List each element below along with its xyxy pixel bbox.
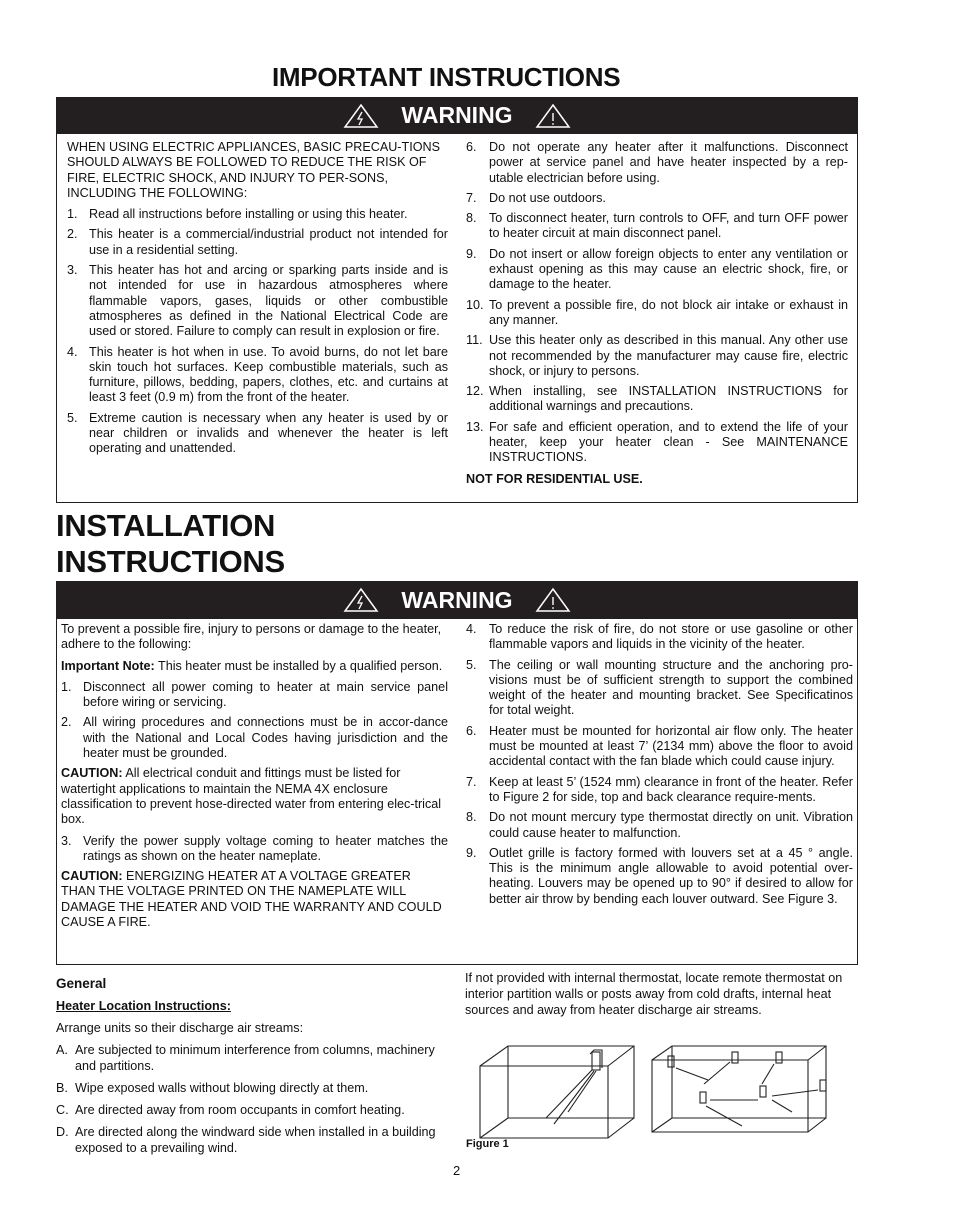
list-item-number: 1. bbox=[67, 207, 78, 222]
list-item bbox=[466, 333, 848, 379]
important-left-list bbox=[67, 207, 448, 456]
list-item bbox=[466, 775, 853, 806]
caution-label: CAUTION: bbox=[61, 766, 123, 781]
list-item-text: To reduce the risk of fire, do not store or use gasoline or other flammable vapors and liquids in the vicinity of the heater. bbox=[489, 622, 853, 652]
heater-icon bbox=[776, 1052, 782, 1063]
heater-icon bbox=[700, 1092, 706, 1103]
installation-right-list bbox=[466, 622, 853, 907]
important-note-text: This heater must be installed by a qualified person. bbox=[154, 658, 443, 673]
caution-label: CAUTION: bbox=[61, 869, 123, 884]
list-item-text: This heater has hot and arcing or sparking parts inside and is not intended for use in hazardous atmospheres where flammable vapors, gases, liquids or other combustible atmospheres as defined in the National Electrical Code are used or stored. Failure to comply can result in explosion or fire. bbox=[89, 263, 448, 339]
list-item-text: Outlet grille is factory formed with louvers set at a 45 ° angle. This is the minimum angle allowable to avoid potential over-heating. Louvers may be opened up to 90° if desired to allow for better air throw by bending each louver outward. See Figure 3. bbox=[489, 845, 853, 906]
list-item bbox=[466, 140, 848, 186]
list-item-text: To prevent a possible fire, do not block air intake or exhaust in any manner. bbox=[489, 297, 848, 327]
installation-heading-line1: INSTALLATION bbox=[56, 508, 276, 543]
list-item-text: This heater is hot when in use. To avoid burns, do not let bare skin touch hot surfaces. Keep combustible materials, such as furniture, pillows, bedding, papers, clothes, etc. and curtains at least 3 feet (0.9 m) from the front of the heater. bbox=[89, 344, 448, 405]
list-item bbox=[466, 420, 848, 466]
list-item bbox=[466, 810, 853, 841]
warning-label: WARNING bbox=[401, 586, 513, 613]
figure-1-drawing bbox=[472, 1040, 840, 1140]
list-item-text: To disconnect heater, turn controls to OFF, and turn OFF power to heater circuit at main disconnect panel. bbox=[489, 211, 848, 241]
room-box-left bbox=[480, 1046, 634, 1138]
shock-warning-icon bbox=[343, 587, 379, 613]
list-item-text: Disconnect all power coming to heater at main service panel before wiring or servicing. bbox=[83, 679, 448, 710]
caution-text: All electrical conduit and fittings must be listed for watertight applications to maintain the NEMA 4X enclosure classification to prevent hose-directed water from entering elec-trical box. bbox=[61, 766, 442, 827]
general-heading: General bbox=[56, 976, 107, 991]
heater-icon bbox=[732, 1052, 738, 1063]
list-item bbox=[67, 345, 448, 406]
list-item-text: Extreme caution is necessary when any heater is used by or near children or invalids and whenever the heater is left operating and unattended. bbox=[89, 410, 448, 456]
list-item-number: 12. bbox=[466, 384, 484, 399]
list-item bbox=[67, 263, 448, 339]
list-item-text: Do not insert or allow foreign objects to enter any ventilation or exhaust opening as this may cause an electric shock, fire, or damage to the heater. bbox=[489, 246, 848, 292]
list-item bbox=[61, 680, 448, 711]
list-item bbox=[56, 1080, 441, 1096]
not-residential-note: NOT FOR RESIDENTIAL USE. bbox=[466, 471, 643, 486]
list-item-number: 10. bbox=[466, 297, 484, 312]
list-item-text: Do not use outdoors. bbox=[489, 190, 606, 205]
list-item-number: 3. bbox=[67, 263, 78, 278]
heater-location-subheading: Heater Location Instructions: bbox=[56, 999, 231, 1013]
room-box-right bbox=[652, 1046, 826, 1132]
general-section bbox=[56, 976, 441, 1162]
installation-intro: To prevent a possible fire, injury to persons or damage to the heater, adhere to the following: bbox=[61, 622, 442, 652]
list-item-number: 11. bbox=[466, 333, 483, 348]
list-item bbox=[67, 411, 448, 457]
list-item-number: 8. bbox=[466, 810, 477, 825]
list-item-number: C. bbox=[56, 1103, 69, 1117]
list-item-number: B. bbox=[56, 1081, 68, 1095]
list-item-text: Do not operate any heater after it malfunctions. Disconnect power at service panel and have heater inspected by a rep-utable electrician before using. bbox=[489, 140, 848, 185]
list-item bbox=[466, 622, 853, 653]
caution-warning-icon bbox=[535, 103, 571, 129]
list-item-number: D. bbox=[56, 1125, 69, 1139]
list-item bbox=[56, 1042, 441, 1074]
important-right-column bbox=[466, 140, 848, 493]
list-item bbox=[466, 191, 848, 206]
shock-warning-icon bbox=[343, 103, 379, 129]
list-item-number: 6. bbox=[466, 723, 477, 738]
warning-banner bbox=[56, 97, 858, 134]
list-item-text: Use this heater only as described in this manual. Any other use not recommended by the manufacturer may cause fire, electric shock, or injury to persons. bbox=[489, 333, 848, 378]
list-item bbox=[466, 247, 848, 293]
page-number: 2 bbox=[453, 1163, 461, 1178]
list-item-number: 9. bbox=[466, 246, 477, 261]
list-item-text: Wipe exposed walls without blowing directly at them. bbox=[75, 1081, 369, 1095]
important-note-label: Important Note: bbox=[61, 658, 155, 673]
list-item-number: 13. bbox=[466, 419, 484, 434]
list-item-text: The ceiling or wall mounting structure and the anchoring pro-visions must be of sufficient strength to support the combined weight of the heater and mounting bracket. See Specificatinos for total weight. bbox=[489, 657, 853, 718]
list-item-text: For safe and efficient operation, and to extend the life of your heater, keep your heater clean - See MAINTENANCE INSTRUCTIONS. bbox=[489, 419, 848, 465]
caution-warning-icon bbox=[535, 587, 571, 613]
installation-warning-banner bbox=[56, 581, 858, 619]
list-item-number: 7. bbox=[466, 190, 477, 205]
list-item bbox=[466, 384, 848, 415]
list-item-number: 4. bbox=[67, 344, 78, 359]
list-item bbox=[56, 1102, 441, 1118]
heater-icon bbox=[760, 1086, 766, 1097]
list-item-number: 1. bbox=[61, 679, 72, 694]
list-item-text: Keep at least 5’ (1524 mm) clearance in front of the heater. Refer to Figure 2 for side, top and back clearance require-ments. bbox=[489, 774, 853, 804]
important-heading: IMPORTANT INSTRUCTIONS bbox=[272, 62, 621, 92]
list-item bbox=[61, 834, 448, 865]
list-item bbox=[466, 211, 848, 242]
list-item bbox=[466, 724, 853, 770]
installation-left-column bbox=[61, 622, 448, 936]
general-intro: Arrange units so their discharge air streams: bbox=[56, 1021, 304, 1035]
installation-heading-line2: INSTRUCTIONS bbox=[56, 544, 285, 579]
list-item-number: 6. bbox=[466, 140, 477, 154]
list-item bbox=[67, 227, 448, 258]
list-item bbox=[67, 207, 448, 222]
caution-voltage bbox=[61, 869, 448, 930]
list-item-number: 5. bbox=[466, 657, 477, 672]
important-left-column bbox=[67, 140, 448, 462]
list-item bbox=[466, 658, 853, 719]
list-item-text: Verify the power supply voltage coming to heater matches the ratings as shown on the heater nameplate. bbox=[83, 833, 448, 863]
list-item-text: Heater must be mounted for horizontal air flow only. The heater must be mounted at least 7’ (2134 mm) above the floor to avoid accidental contact with the fan blade which could cause injury. bbox=[489, 723, 853, 769]
list-item-number: 4. bbox=[466, 622, 477, 636]
list-item bbox=[61, 715, 448, 761]
caution-text: ENERGIZING HEATER AT A VOLTAGE GREATER THAN THE VOLTAGE PRINTED ON THE NAMEPLATE WILL DAMAGE THE HEATER AND VOID THE WARRANTY AND COULD CAUSE A FIRE. bbox=[61, 869, 442, 930]
list-item-number: 2. bbox=[67, 227, 78, 242]
warning-label: WARNING bbox=[401, 102, 513, 128]
list-item-text: All wiring procedures and connections must be in accor-dance with the National and Local Codes having jurisdiction and the heater must be grounded. bbox=[83, 715, 448, 761]
important-note bbox=[61, 659, 448, 674]
important-right-list bbox=[466, 140, 848, 466]
list-item-text: When installing, see INSTALLATION INSTRUCTIONS for additional warnings and precautions. bbox=[489, 384, 848, 414]
heater-icon bbox=[820, 1080, 826, 1091]
general-list bbox=[56, 1042, 441, 1156]
list-item-number: 7. bbox=[466, 774, 477, 789]
heater-icon bbox=[668, 1056, 674, 1067]
figure-1-caption: Figure 1 bbox=[466, 1138, 509, 1150]
thermostat-paragraph: If not provided with internal thermostat, locate remote thermostat on interior partition walls or posts away from cold drafts, internal heat sources and away from heater discharge air streams. bbox=[465, 971, 843, 1017]
list-item-number: 2. bbox=[61, 715, 72, 730]
list-item-text: Are directed away from room occupants in comfort heating. bbox=[75, 1103, 405, 1117]
heater-icon bbox=[592, 1052, 600, 1070]
list-item-text: Read all instructions before installing or using this heater. bbox=[89, 207, 408, 222]
list-item-text: Do not mount mercury type thermostat directly on unit. Vibration could cause heater to malfunction. bbox=[489, 810, 853, 840]
list-item bbox=[466, 846, 853, 907]
list-item bbox=[466, 298, 848, 329]
caution-conduit bbox=[61, 766, 448, 827]
list-item-number: 9. bbox=[466, 845, 477, 860]
installation-right-column bbox=[466, 622, 853, 912]
list-item bbox=[56, 1124, 441, 1156]
installation-left-list-b bbox=[61, 834, 448, 865]
list-item-number: 3. bbox=[61, 833, 72, 848]
important-intro: WHEN USING ELECTRIC APPLIANCES, BASIC PRECAU-TIONS SHOULD ALWAYS BE FOLLOWED TO REDUCE THE RISK OF FIRE, ELECTRIC SHOCK, AND INJURY TO PER-SONS, INCLUDING THE FOLLOWING: bbox=[67, 140, 440, 200]
installation-heading bbox=[56, 508, 285, 580]
list-item-number: A. bbox=[56, 1043, 68, 1057]
list-item-text: Are directed along the windward side when installed in a building exposed to a prevailing wind. bbox=[75, 1125, 436, 1155]
installation-left-list-a bbox=[61, 680, 448, 761]
list-item-number: 5. bbox=[67, 410, 78, 425]
list-item-number: 8. bbox=[466, 211, 477, 226]
list-item-text: This heater is a commercial/industrial product not intended for use in a residential setting. bbox=[89, 227, 448, 257]
list-item-text: Are subjected to minimum interference from columns, machinery and partitions. bbox=[75, 1043, 435, 1073]
